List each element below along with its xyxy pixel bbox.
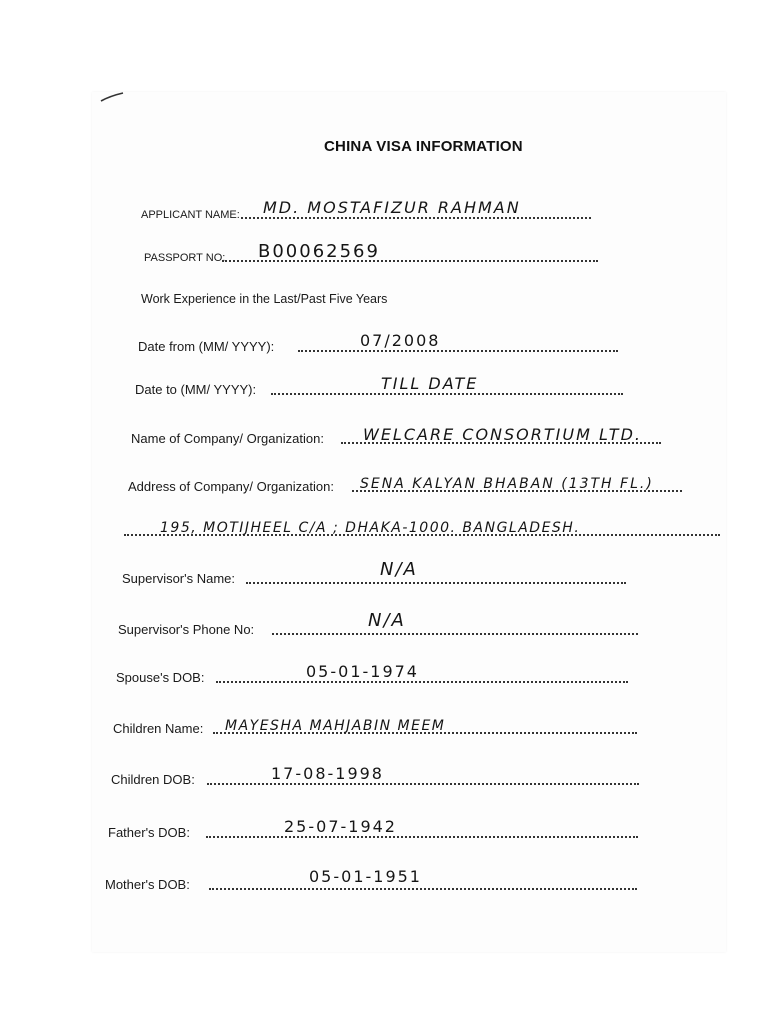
children-name-value[interactable]: MAYESHA MAHJABIN MEEM bbox=[225, 718, 446, 734]
applicant-name-value[interactable]: MD. MOSTAFIZUR RAHMAN bbox=[263, 198, 521, 217]
spouse-dob-value[interactable]: 05-01-1974 bbox=[306, 662, 419, 681]
children-name-label: Children Name: bbox=[113, 721, 204, 736]
form-title: CHINA VISA INFORMATION bbox=[324, 138, 523, 155]
passport-no-field[interactable] bbox=[144, 238, 600, 266]
father-dob-field[interactable] bbox=[108, 814, 640, 842]
date-to-value[interactable]: TILL DATE bbox=[381, 374, 479, 393]
date-from-value[interactable]: 07/2008 bbox=[360, 331, 441, 350]
spouse-dob-field[interactable] bbox=[116, 659, 630, 687]
passport-no-value[interactable]: B00062569 bbox=[258, 241, 380, 262]
company-name-label: Name of Company/ Organization: bbox=[131, 431, 324, 446]
company-address-label: Address of Company/ Organization: bbox=[128, 479, 334, 494]
company-address-field[interactable] bbox=[128, 468, 688, 496]
children-dob-label: Children DOB: bbox=[111, 772, 195, 787]
supervisor-name-label: Supervisor's Name: bbox=[122, 571, 236, 586]
children-dob-field[interactable] bbox=[111, 761, 641, 789]
children-dob-dotted-line bbox=[207, 783, 639, 785]
date-from-label: Date from (MM/ YYYY): bbox=[138, 339, 275, 354]
supervisor-name-value[interactable]: N/A bbox=[380, 559, 418, 580]
supervisor-name-dotted-line bbox=[246, 582, 626, 584]
supervisor-phone-label: Supervisor's Phone No: bbox=[118, 622, 255, 637]
company-address-line2[interactable] bbox=[124, 512, 724, 540]
date-to-label: Date to (MM/ YYYY): bbox=[135, 382, 257, 397]
mother-dob-value[interactable]: 05-01-1951 bbox=[309, 867, 422, 886]
company-address-value-line2[interactable]: 195, MOTIJHEEL C/A ; DHAKA-1000. BANGLADESH. bbox=[160, 520, 581, 536]
applicant-name-dotted-line bbox=[241, 217, 591, 219]
company-address-value[interactable]: SENA KALYAN BHABAN (13TH FL.) bbox=[360, 476, 654, 492]
mother-dob-field[interactable] bbox=[105, 866, 639, 894]
company-name-field[interactable] bbox=[131, 420, 671, 448]
children-name-field[interactable] bbox=[113, 710, 639, 738]
supervisor-phone-value[interactable]: N/A bbox=[368, 610, 406, 631]
work-experience-heading: Work Experience in the Last/Past Five Years bbox=[141, 292, 388, 306]
pen-stroke-mark bbox=[100, 92, 124, 102]
applicant-name-field[interactable] bbox=[141, 195, 593, 223]
supervisor-phone-dotted-line bbox=[272, 633, 638, 635]
applicant-name-label: APPLICANT NAME: bbox=[141, 209, 240, 221]
father-dob-dotted-line bbox=[206, 836, 638, 838]
father-dob-value[interactable]: 25-07-1942 bbox=[284, 817, 397, 836]
spouse-dob-label: Spouse's DOB: bbox=[116, 670, 205, 685]
supervisor-phone-field[interactable] bbox=[118, 611, 640, 639]
date-from-dotted-line bbox=[298, 350, 618, 352]
supervisor-name-field[interactable] bbox=[122, 560, 628, 588]
children-dob-value[interactable]: 17-08-1998 bbox=[271, 764, 384, 783]
company-name-value[interactable]: WELCARE CONSORTIUM LTD. bbox=[363, 425, 642, 444]
father-dob-label: Father's DOB: bbox=[108, 825, 190, 840]
date-to-dotted-line bbox=[271, 393, 623, 395]
date-to-field[interactable] bbox=[135, 371, 625, 399]
mother-dob-dotted-line bbox=[209, 888, 637, 890]
spouse-dob-dotted-line bbox=[216, 681, 628, 683]
mother-dob-label: Mother's DOB: bbox=[105, 877, 190, 892]
date-from-field[interactable] bbox=[138, 328, 620, 356]
passport-no-label: PASSPORT NO: bbox=[144, 252, 226, 264]
